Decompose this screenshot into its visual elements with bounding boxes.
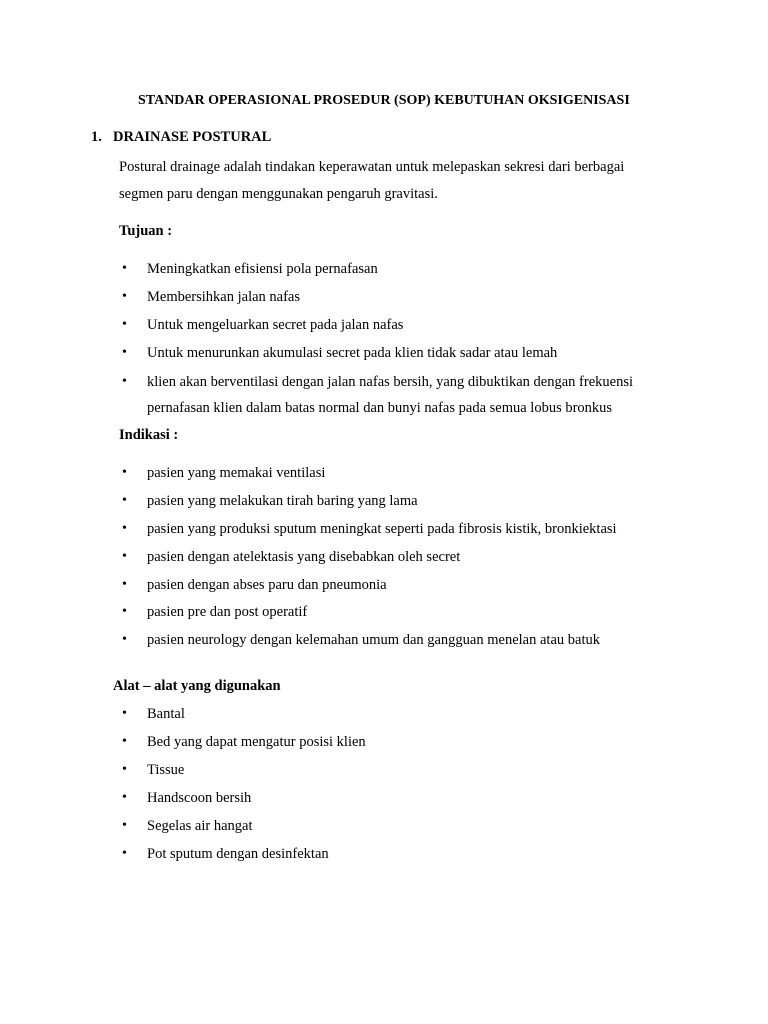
list-item: pasien yang melakukan tirah baring yang lama <box>147 493 418 509</box>
list-item: pasien yang produksi sputum meningkat seperti pada fibrosis kistik, bronkiektasi <box>147 521 617 537</box>
list-item: pasien pre dan post operatif <box>147 604 308 620</box>
bullet-icon: • <box>122 493 127 508</box>
list-item-continuation: pernafasan klien dalam batas normal dan bunyi nafas pada semua lobus bronkus <box>147 400 613 416</box>
bullet-icon: • <box>122 818 127 833</box>
bullet-icon: • <box>122 549 127 564</box>
list-item: klien akan berventilasi dengan jalan nafas bersih, yang dibuktikan dengan frekuensi <box>147 374 633 390</box>
list-item: pasien yang memakai ventilasi <box>147 465 326 481</box>
bullet-icon: • <box>122 261 127 276</box>
bullet-icon: • <box>122 521 127 536</box>
bullet-icon: • <box>122 604 127 619</box>
bullet-icon: • <box>122 317 127 332</box>
bullet-icon: • <box>122 846 127 861</box>
list-item: Meningkatkan efisiensi pola pernafasan <box>147 261 378 277</box>
bullet-icon: • <box>122 790 127 805</box>
list-item: Pot sputum dengan desinfektan <box>147 846 329 862</box>
bullet-icon: • <box>122 289 127 304</box>
list-item: Segelas air hangat <box>147 818 253 834</box>
list-item: pasien dengan atelektasis yang disebabkan oleh secret <box>147 549 461 565</box>
section-number: 1. <box>91 129 102 145</box>
bullet-icon: • <box>122 706 127 721</box>
bullet-icon: • <box>122 734 127 749</box>
bullet-icon: • <box>122 465 127 480</box>
document-title: STANDAR OPERASIONAL PROSEDUR (SOP) KEBUTUHAN OKSIGENISASI <box>138 93 630 108</box>
tujuan-heading: Tujuan : <box>119 223 173 239</box>
list-item: Bantal <box>147 706 185 722</box>
section-heading: DRAINASE POSTURAL <box>113 129 272 145</box>
alat-heading: Alat – alat yang digunakan <box>113 678 281 694</box>
intro-paragraph-line-2: segmen paru dengan menggunakan pengaruh gravitasi. <box>119 186 438 202</box>
list-item: pasien dengan abses paru dan pneumonia <box>147 577 387 593</box>
list-item: Tissue <box>147 762 185 778</box>
bullet-icon: • <box>122 632 127 647</box>
list-item: pasien neurology dengan kelemahan umum dan gangguan menelan atau batuk <box>147 632 600 648</box>
bullet-icon: • <box>122 762 127 777</box>
bullet-icon: • <box>122 345 127 360</box>
indikasi-heading: Indikasi : <box>119 427 179 443</box>
list-item: Membersihkan jalan nafas <box>147 289 301 305</box>
intro-paragraph-line-1: Postural drainage adalah tindakan keperawatan untuk melepaskan sekresi dari berbagai <box>119 159 625 175</box>
list-item: Untuk menurunkan akumulasi secret pada klien tidak sadar atau lemah <box>147 345 558 361</box>
bullet-icon: • <box>122 577 127 592</box>
list-item: Bed yang dapat mengatur posisi klien <box>147 734 366 750</box>
list-item: Untuk mengeluarkan secret pada jalan nafas <box>147 317 404 333</box>
list-item: Handscoon bersih <box>147 790 252 806</box>
bullet-icon: • <box>122 374 127 389</box>
